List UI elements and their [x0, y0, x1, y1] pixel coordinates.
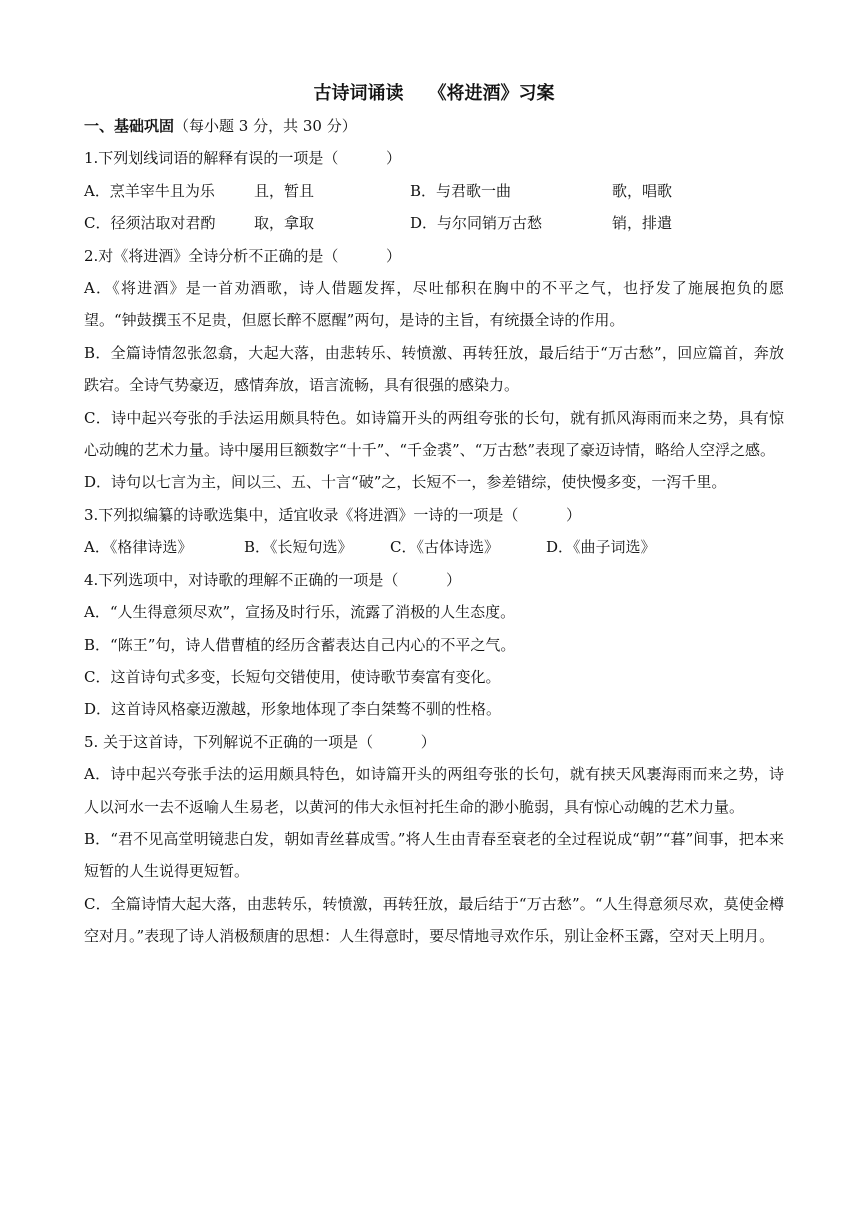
question-4-stem: 4.下列选项中，对诗歌的理解不正确的一项是（ ）	[84, 570, 461, 589]
question-3-stem: 3.下列拟编纂的诗歌选集中，适宜收录《将进酒》一诗的一项是（ ）	[84, 505, 581, 524]
question-2-stem: 2.对《将进酒》全诗分析不正确的是（ ）	[84, 246, 401, 265]
q3-option-b: B．《长短句选》	[244, 538, 353, 557]
question-1-options-row-1	[84, 175, 784, 207]
q5-option-a: A．诗中起兴夸张手法的运用颇具特色，如诗篇开头的两组夸张的长句，就有挟天风裹海雨而来之势，诗人以河水一去不返喻人生易老，以黄河的伟大永恒衬托生命的渺小脆弱，具有惊心动魄的艺术力量。	[84, 765, 784, 816]
q1-option-b-gloss: 歌，唱歌	[612, 181, 673, 200]
q5-option-c: C．全篇诗情大起大落，由悲转乐，转愤激，再转狂放，最后结于“万古愁”。“人生得意须尽欢，莫使金樽空对月。”表现了诗人消极颓唐的思想：人生得意时，要尽情地寻欢作乐，别让金杯玉露，空对天上明月。	[84, 894, 784, 946]
q3-option-a: A．《格律诗选》	[84, 538, 193, 557]
section-heading	[84, 110, 784, 142]
q1-option-d: D．与尔同销万古愁	[410, 214, 543, 233]
q4-option-a: A．“人生得意须尽欢”，宣扬及时行乐，流露了消极的人生态度。	[84, 603, 516, 622]
q3-option-c: C．《古体诗选》	[390, 538, 499, 557]
q1-option-c: C．径须沽取对君酌	[84, 214, 216, 233]
q1-option-c-gloss: 取，拿取	[254, 214, 315, 233]
question-1-options-row-2	[84, 207, 784, 239]
q4-option-c: C．这首诗句式多变，长短句交错使用，使诗歌节奏富有变化。	[84, 667, 501, 686]
section-title: 一、基础巩固	[84, 117, 175, 135]
question-3-options-row	[84, 531, 784, 563]
document-page	[84, 80, 784, 953]
section-note: （每小题 3 分，共 30 分）	[174, 117, 357, 135]
q5-option-b: B．“君不见高堂明镜悲白发，朝如青丝暮成雪。”将人生由青春至衰老的全过程说成“朝”“暮”间事，把本来短暂的人生说得更短暂。	[84, 829, 784, 881]
page-title: 古诗词诵读 《将进酒》习案	[313, 83, 555, 104]
q2-option-a: A．《将进酒》是一首劝酒歌，诗人借题发挥，尽吐郁积在胸中的不平之气，也抒发了施展抱负的愿望。“钟鼓撰玉不足贵，但愿长醉不愿醒”两句，是诗的主旨，有统摄全诗的作用。	[84, 279, 784, 330]
q1-option-b: B．与君歌一曲	[410, 181, 512, 200]
q1-option-a: A．烹羊宰牛且为乐	[84, 181, 215, 200]
q2-option-b: B．全篇诗情忽张忽翕，大起大落，由悲转乐、转愤激、再转狂放，最后结于“万古愁”，回应篇首，奔放跌宕。全诗气势豪迈，感情奔放，语言流畅，具有很强的感染力。	[84, 343, 784, 395]
q2-option-d: D．诗句以七言为主，间以三、五、十言“破”之，长短不一，参差错综，使快慢多变，一泻千里。	[84, 473, 727, 492]
q4-option-b: B．“陈王”句，诗人借曹植的经历含蓄表达自己内心的不平之气。	[84, 635, 516, 654]
q4-option-d: D．这首诗风格豪迈激越，形象地体现了李白桀骜不驯的性格。	[84, 700, 502, 719]
q1-option-a-gloss: 且，暂且	[254, 181, 315, 200]
q1-option-d-gloss: 销，排遣	[612, 214, 673, 233]
q2-option-c: C．诗中起兴夸张的手法运用颇具特色。如诗篇开头的两组夸张的长句，就有抓风海雨而来之势，具有惊心动魄的艺术力量。诗中屡用巨额数字“十千”、“千金裘”、“万古愁”表现了豪迈诗情，略给人空浮之感。	[84, 408, 784, 460]
q3-option-d: D．《曲子词选》	[546, 538, 656, 557]
question-5-stem: 5. 关于这首诗，下列解说不正确的一项是（ ）	[84, 732, 436, 751]
question-1-stem: 1.下列划线词语的解释有误的一项是（ ）	[84, 149, 401, 168]
